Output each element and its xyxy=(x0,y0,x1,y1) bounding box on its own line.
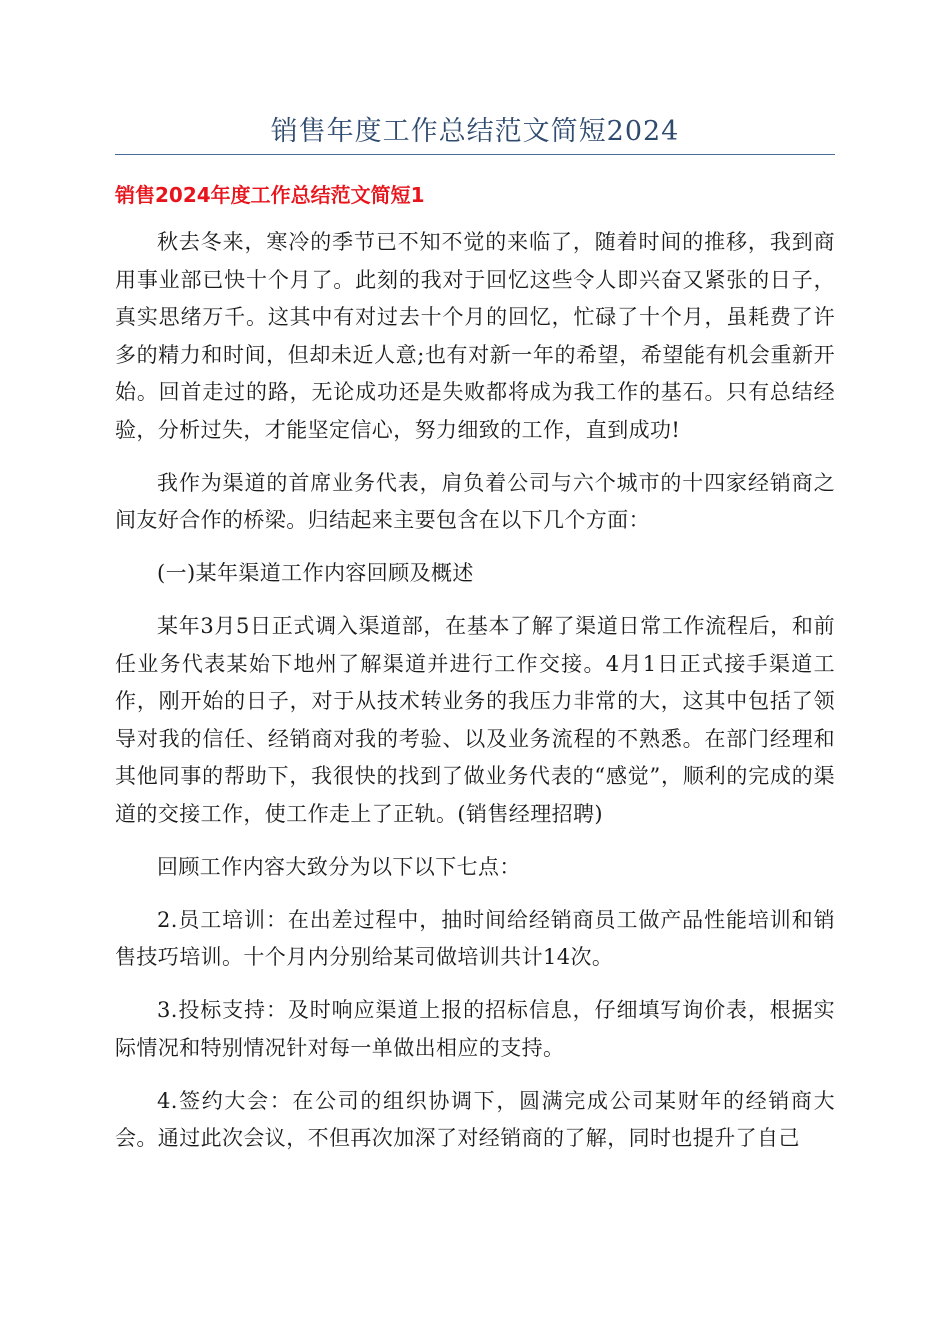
paragraph-point-conference: 4.签约大会：在公司的组织协调下，圆满完成公司某财年的经销商大会。通过此次会议，不但再次加深了对经销商的了解，同时也提升了自己 xyxy=(115,1088,835,1150)
title-underline xyxy=(115,154,835,155)
document-body xyxy=(115,224,835,1173)
paragraph-channel-review: 某年3月5日正式调入渠道部，在基本了解了渠道日常工作流程后，和前任业务代表某始下地州了解渠道并进行工作交接。4月1日正式接手渠道工作，刚开始的日子，对于从技术转业务的我压力非常的大，这其中包括了领导对我的信任、经销商对我的考验、以及业务流程的不熟悉。在部门经理和其他同事的帮助下，我很快的找到了做业务代表的“感觉”，顺利的完成的渠道的交接工作，使工作走上了正轨。(销售经理招聘) xyxy=(115,614,835,826)
paragraph-review-points: 回顾工作内容大致分为以下以下七点： xyxy=(157,854,521,879)
paragraph-point-training: 2.员工培训：在出差过程中，抽时间给经销商员工做产品性能培训和销售技巧培训。十个月内分别给某司做培训共计14次。 xyxy=(115,907,835,969)
section-heading: 销售2024年度工作总结范文简短1 xyxy=(115,183,425,207)
paragraph-role: 我作为渠道的首席业务代表，肩负着公司与六个城市的十四家经销商之间友好合作的桥梁。归结起来主要包含在以下几个方面： xyxy=(115,470,835,532)
paragraph-intro: 秋去冬来，寒冷的季节已不知不觉的来临了，随着时间的推移，我到商用事业部已快十个月了。此刻的我对于回忆这些令人即兴奋又紧张的日子，真实思绪万千。这其中有对过去十个月的回忆，忙碌了十个月，虽耗费了许多的精力和时间，但却未近人意;也有对新一年的希望，希望能有机会重新开始。回首走过的路，无论成功还是失败都将成为我工作的基石。只有总结经验，分析过失，才能坚定信心，努力细致的工作，直到成功! xyxy=(115,230,835,442)
paragraph-point-bidding: 3.投标支持：及时响应渠道上报的招标信息，仔细填写询价表，根据实际情况和特别情况针对每一单做出相应的支持。 xyxy=(115,998,835,1060)
document-title: 销售年度工作总结范文简短2024 xyxy=(270,116,680,147)
paragraph-subheading: (一)某年渠道工作内容回顾及概述 xyxy=(157,561,474,585)
